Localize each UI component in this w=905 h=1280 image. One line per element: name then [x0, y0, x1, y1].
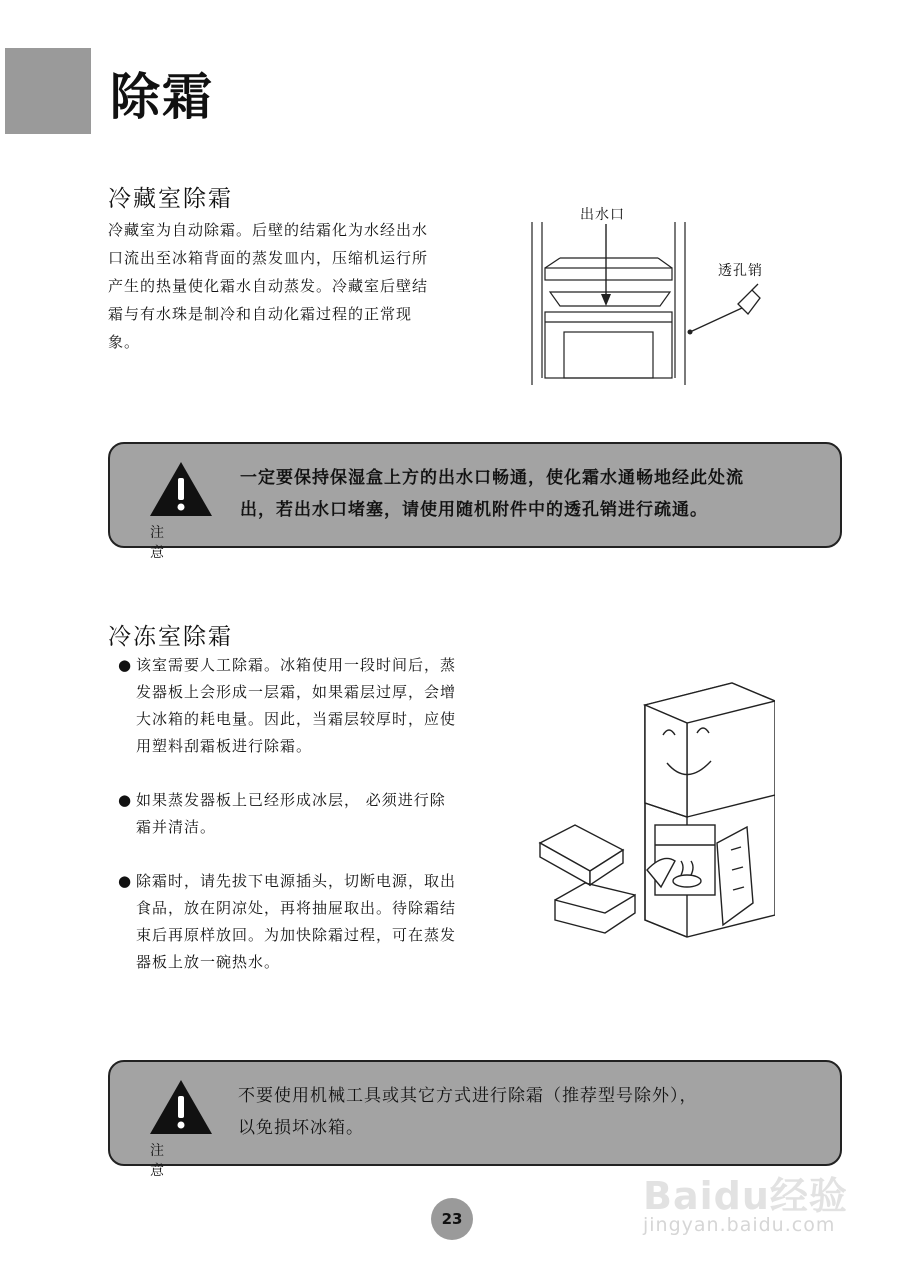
- text-line: 霜并清洁。: [136, 818, 217, 836]
- fridge-illustration: [535, 675, 775, 940]
- text-line: 一定要保持保湿盒上方的出水口畅通，使化霜水通畅地经此处流: [240, 468, 744, 488]
- text-line: 冷藏室为自动除霜。后壁的结霜化为水经出水: [108, 221, 429, 239]
- text-line: 束后再原样放回。为加快除霜过程，可在蒸发: [136, 926, 457, 944]
- fridge-interior-diagram: [520, 200, 800, 395]
- text-line: 不要使用机械工具或其它方式进行除霜（推荐型号除外），: [238, 1086, 698, 1106]
- pin-icon: [688, 284, 761, 335]
- text-line: 产生的热量使化霜水自动蒸发。冷藏室后壁结: [108, 277, 429, 295]
- warning-triangle-icon: [148, 1078, 214, 1136]
- bullet-icon: ●: [118, 656, 133, 674]
- fridge-section-text: [108, 216, 488, 356]
- watermark-url: jingyan.baidu.com: [643, 1214, 836, 1236]
- list-item: [118, 787, 488, 841]
- notice-text: [240, 462, 835, 526]
- text-line: 食品，放在阴凉处，再将抽屉取出。待除霜结: [136, 899, 457, 917]
- bullet-icon: ●: [118, 791, 133, 809]
- text-line: 以免损坏冰箱。: [238, 1118, 364, 1138]
- notice-text: [238, 1080, 833, 1144]
- list-item: [118, 652, 488, 760]
- pin-label: 透孔销: [718, 263, 763, 279]
- text-line: 出，若出水口堵塞，请使用随机附件中的透孔销进行疏通。: [240, 500, 708, 520]
- notice-box-2: [108, 1060, 842, 1179]
- text-line: 发器板上会形成一层霜，如果霜层过厚，会增: [136, 683, 457, 701]
- page-title: 除霜: [110, 68, 214, 126]
- text-line: 大冰箱的耗电量。因此，当霜层较厚时，应使: [136, 710, 457, 728]
- freezer-section-title: 冷冻室除霜: [108, 624, 233, 650]
- outlet-label: 出水口: [580, 207, 625, 223]
- watermark-logo: Baidu经验: [643, 1174, 848, 1218]
- text-line: 如果蒸发器板上已经形成冰层， 必须进行除: [136, 791, 446, 809]
- notice-label: 注意: [150, 525, 186, 561]
- bullet-icon: ●: [118, 872, 133, 890]
- page-number: 23: [431, 1198, 473, 1240]
- text-line: 用塑料刮霜板进行除霜。: [136, 737, 313, 755]
- text-line: 器板上放一碗热水。: [136, 953, 281, 971]
- text-line: 除霜时，请先拔下电源插头，切断电源，取出: [136, 872, 457, 890]
- notice-label: 注意: [150, 1143, 186, 1179]
- section-tab: [5, 48, 91, 134]
- fridge-section-title: 冷藏室除霜: [108, 186, 233, 212]
- freezer-bullet-list: [118, 652, 488, 1003]
- text-line: 霜与有水珠是制冷和自动化霜过程的正常现: [108, 305, 413, 323]
- text-line: 象。: [108, 333, 141, 351]
- warning-triangle-icon: [148, 460, 214, 518]
- text-line: 口流出至冰箱背面的蒸发皿内，压缩机运行所: [108, 249, 429, 267]
- text-line: 该室需要人工除霜。冰箱使用一段时间后，蒸: [136, 656, 457, 674]
- notice-box-1: [108, 442, 842, 561]
- list-item: [118, 868, 488, 976]
